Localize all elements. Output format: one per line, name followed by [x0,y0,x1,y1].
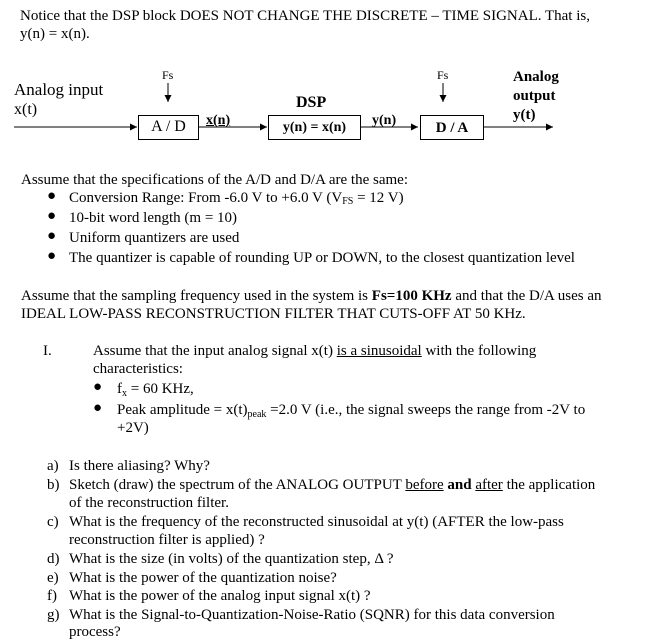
question-f: What is the power of the analog input signal x(t) ? [69,588,371,604]
fs-right-label: Fs [437,68,449,82]
dsp-equation: y(n) = x(n) [282,120,347,135]
bullet-icon: ● [47,248,57,264]
section-one-line-1: Assume that the input analog signal x(t) is a sinusoidal with the following [93,343,537,359]
question-letter: e) [47,570,59,586]
input-frequency: $f_x = 60$ KHz, [117,381,194,399]
question-g-line-1: What is the Signal-to-Quantization-Noise-Ratio (SQNR) for this data conversion [69,607,555,623]
da-label: D / A [435,120,469,136]
dsp-title: DSP [296,94,327,111]
bullet-icon: ● [47,208,57,224]
bullet-icon: ● [47,228,57,244]
sampling-line-1: Assume that the sampling frequency used in the system is Fs=100 KHz and that the D/A uses an [21,288,602,304]
analog-output-label-1: Analog [513,69,559,85]
ad-label: A / D [151,118,186,135]
bullet-icon: ● [47,188,57,204]
dsp-box [268,115,361,140]
input-signal-label: x(t) [14,101,38,118]
da-converter-box [420,115,484,140]
sampling-line-2: IDEAL LOW-PASS RECONSTRUCTION FILTER THAT CUTS-OFF AT 50 KHz. [21,306,526,322]
spec-conversion-range: Conversion Range: From -6.0 V to +6.0 V (VFS = 12 V) [69,190,404,207]
question-c-line-2: reconstruction filter is applied) ? [69,532,265,548]
section-one-line-2: characteristics: [93,361,183,377]
spec-quantizer: Uniform quantizers are used [69,230,240,246]
fs-left-label: Fs [162,68,174,82]
question-letter: g) [47,607,60,623]
question-letter: a) [47,458,59,474]
bullet-icon: ● [93,400,103,416]
question-letter: b) [47,477,60,493]
intro-line-2: y(n) = x(n). [20,26,90,42]
question-c-line-1: What is the frequency of the reconstructed sinusoidal at y(t) (AFTER the low-pass [69,514,564,530]
ad-converter-box [138,115,199,140]
section-numeral: I. [43,343,52,359]
yn-label: y(n) [372,113,397,128]
output-signal-label: y(t) [513,107,536,123]
specs-intro: Assume that the specifications of the A/D and D/A are the same: [21,172,408,188]
peak-amplitude: Peak amplitude = $x(t)_{peak} =2.0$ V (i.e., the signal sweeps the range from -2V to [117,402,586,420]
xn-label: x(n) [206,113,231,128]
peak-amplitude-line-2: +2V) [117,420,149,436]
bullet-icon: ● [93,379,103,395]
spec-rounding: The quantizer is capable of rounding UP or DOWN, to the closest quantization level [69,250,575,266]
analog-output-label-2: output [513,88,556,104]
question-b-line-2: of the reconstruction filter. [69,495,229,511]
question-letter: c) [47,514,59,530]
intro-line-1: Notice that the DSP block DOES NOT CHANGE THE DISCRETE – TIME SIGNAL. That is, [20,8,590,24]
question-e: What is the power of the quantization noise? [69,570,337,586]
question-d: What is the size (in volts) of the quantization step, Δ ? [69,551,394,567]
question-letter: d) [47,551,60,567]
question-g-line-2: process? [69,624,121,640]
spec-word-length: 10-bit word length (m = 10) [69,210,238,226]
question-a: Is there aliasing? Why? [69,458,210,474]
question-b-line-1: Sketch (draw) the spectrum of the ANALOG OUTPUT before and after the application [69,477,596,493]
question-letter: f) [47,588,57,604]
analog-input-label: Analog input [14,80,104,99]
